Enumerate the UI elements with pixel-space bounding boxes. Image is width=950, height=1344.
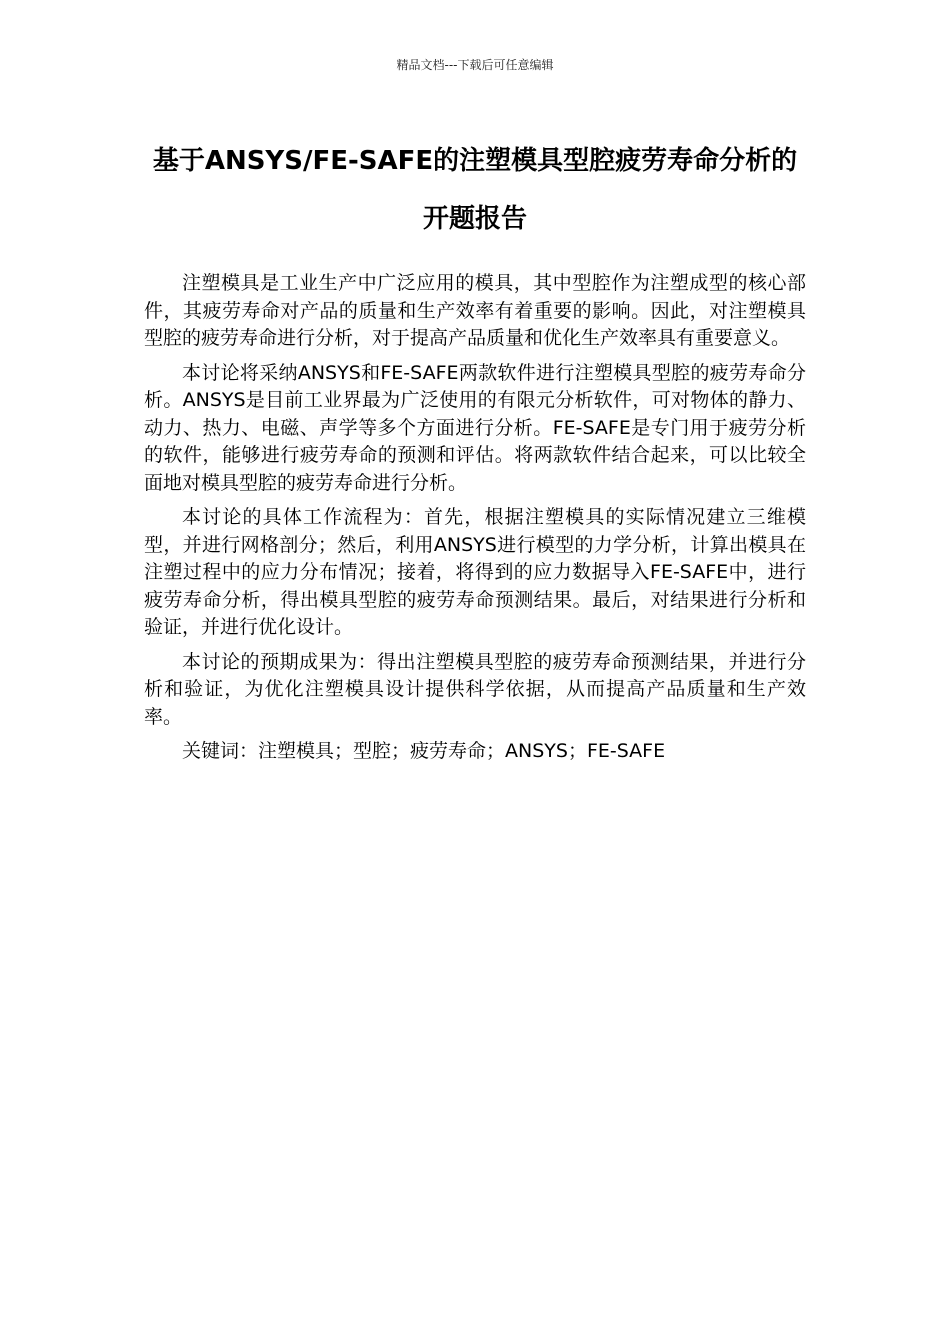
document-body — [144, 270, 806, 773]
paragraph-introduction: 注塑模具是工业生产中广泛应用的模具，其中型腔作为注塑成型的核心部件，其疲劳寿命对产品的质量和生产效率有着重要的影响。因此，对注塑模具型腔的疲劳寿命进行分析，对于提高产品质量和优化生产效率具有重要意义。 — [144, 272, 806, 349]
paragraph-expected-results: 本讨论的预期成果为：得出注塑模具型腔的疲劳寿命预测结果，并进行分析和验证，为优化注塑模具设计提供科学依据，从而提高产品质量和生产效率。 — [144, 650, 806, 728]
document-title: 基于ANSYS/FE-SAFE的注塑模具型腔疲劳寿命分析的开题报告 — [152, 146, 798, 234]
page-header-watermark: 精品文档---下载后可任意编辑 — [396, 58, 554, 72]
paragraph-workflow: 本讨论的具体工作流程为：首先，根据注塑模具的实际情况建立三维模型，并进行网格剖分；然后，利用ANSYS进行模型的力学分析，计算出模具在注塑过程中的应力分布情况；接着，将得到的应力数据导入FE-SAFE中，进行疲劳寿命分析，得出模具型腔的疲劳寿命预测结果。最后，对结果进行分析和验证，并进行优化设计。 — [144, 506, 806, 638]
paragraph-software: 本讨论将采纳ANSYS和FE-SAFE两款软件进行注塑模具型腔的疲劳寿命分析。ANSYS是目前工业界最为广泛使用的有限元分析软件，可对物体的静力、动力、热力、电磁、声学等多个方面进行分析。FE-SAFE是专门用于疲劳分析的软件，能够进行疲劳寿命的预测和评估。将两款软件结合起来，可以比较全面地对模具型腔的疲劳寿命进行分析。 — [144, 361, 806, 494]
paragraph-keywords: 关键词：注塑模具；型腔；疲劳寿命；ANSYS；FE-SAFE — [182, 740, 666, 762]
